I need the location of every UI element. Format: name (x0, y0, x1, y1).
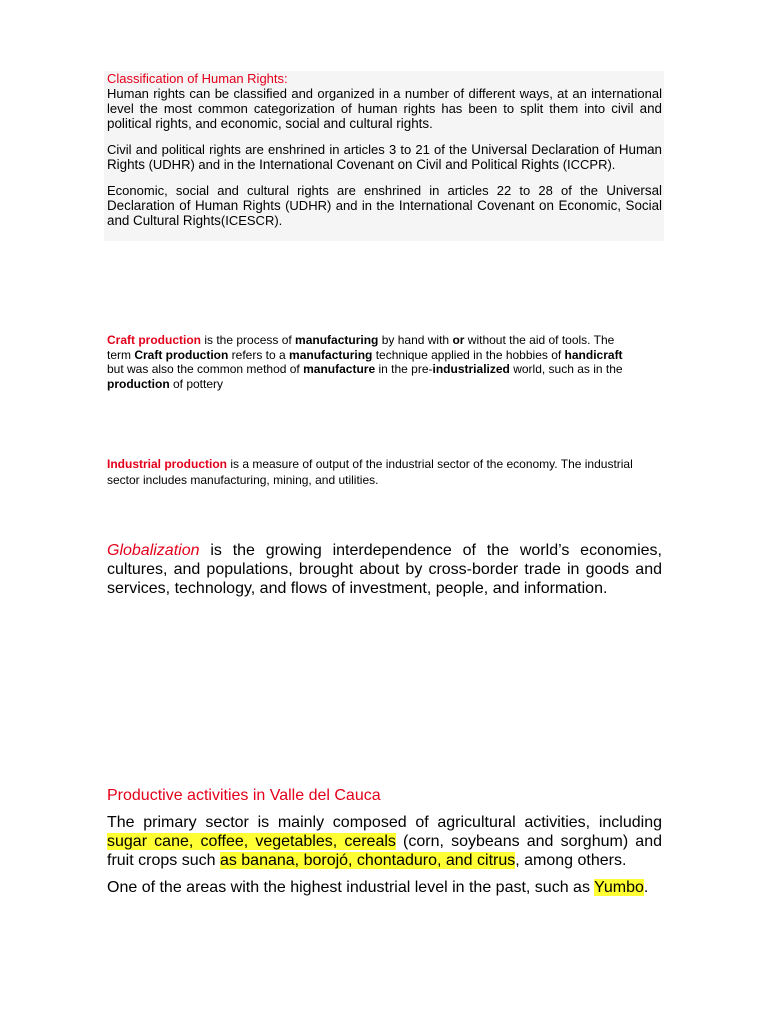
globalization-section (107, 541, 662, 598)
globalization-term: Globalization (107, 542, 200, 559)
industrial-production-term: Industrial production (107, 457, 227, 471)
industrial-production-paragraph: Industrial production is a measure of output of the industrial sector of the economy. The industrial sector includes manufacturing, mining, and utilities. (107, 457, 633, 487)
term-iccpr: International Covenant on Civil and Political Rights (259, 157, 560, 172)
valle-paragraph-1: The primary sector is mainly composed of agricultural activities, including sugar cane, coffee, vegetables, cereals (corn, soybeans and sorghum) and fruit crops such as banana, borojó, chontaduro, and citrus, among others. (107, 814, 662, 869)
term-civil-political-rights: civil and political rights (107, 101, 662, 131)
valle-paragraph-2: One of the areas with the highest industrial level in the past, such as Yumbo. (107, 879, 649, 896)
highlight-yumbo: Yumbo (594, 879, 644, 896)
valle-del-cauca-title: Productive activities in Valle del Cauca (107, 787, 381, 804)
term-udhr: Universal Declaration of Human Rights (107, 142, 663, 172)
human-rights-paragraph-1: Classification of Human Rights: Human rights can be classified and organized in a number of different ways, at an international level the most common categorization of human rights has been to split them into civil and political rights, and economic, social and cultural rights. (107, 71, 662, 131)
term-udhr: Universal Declaration of Human Rights (107, 183, 662, 213)
term-economic-social-cultural-rights: economic, social and cultural rights (220, 116, 430, 131)
human-rights-section (104, 71, 664, 241)
human-rights-paragraph-2: Civil and political rights are enshrined in articles 3 to 21 of the Universal Declaration of Human Rights (UDHR) and in the International Covenant on Civil and Political Rights (ICCPR). (107, 142, 663, 172)
craft-production-term: Craft production (107, 333, 201, 347)
human-rights-paragraph-3: Economic, social and cultural rights are enshrined in articles 22 to 28 of the Universal Declaration of Human Rights (UDHR) and in the International Covenant on Economic, Social and Cultural Rights(ICESCR). (107, 183, 662, 228)
highlight-crops: sugar cane, coffee, vegetables, cereals (107, 833, 396, 850)
craft-production-section (107, 333, 632, 391)
valle-del-cauca-section (107, 786, 662, 897)
industrial-production-section (107, 457, 647, 488)
term-icescr: International Covenant on Economic, Social and Cultural Rights (107, 198, 662, 228)
human-rights-title: Classification of Human Rights: (107, 71, 288, 86)
craft-production-paragraph: Craft production is the process of manufacturing by hand with or without the aid of tools. The term Craft production refers to a manufacturing technique applied in the hobbies of handicraft but was also the common method of manufacture in the pre-industrialized world, such as in the production of pottery (107, 333, 623, 391)
globalization-paragraph: Globalization is the growing interdependence of the world’s economies, cultures, and populations, brought about by cross-border trade in goods and services, technology, and flows of investment, people, and information. (107, 542, 662, 597)
highlight-fruits: as banana, borojó, chontaduro, and citrus (219, 852, 516, 869)
